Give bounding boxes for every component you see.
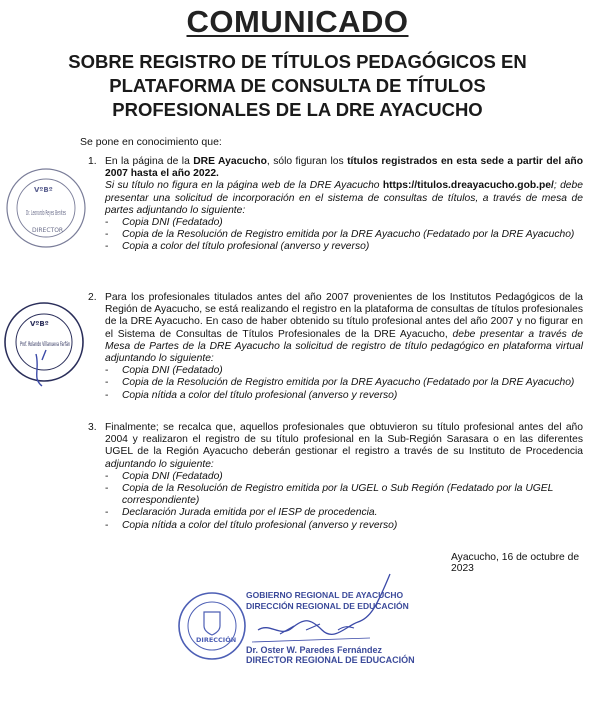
stamp-line: GOBIERNO REGIONAL DE AYACUCHO: [246, 590, 404, 600]
website-link[interactable]: https://titulos.dreayacucho.gob.pe/: [382, 180, 554, 192]
section-3-paragraph: [88, 422, 583, 471]
regional-direction-seal-icon: [176, 590, 248, 662]
list-item: - Copia nítida a color del título profesional (anverso y reverso): [105, 389, 398, 401]
list-item-text: Copia DNI (Fedatado): [122, 217, 223, 229]
requirements-list: [88, 365, 583, 402]
signer-block: [246, 645, 415, 665]
stamp-line: DIRECCIÓN REGIONAL DE EDUCACIÓN: [246, 600, 409, 611]
seal-director-name: Dr. Leonardo Reyes Benites: [26, 209, 67, 217]
list-item: - Copia DNI (Fedatado): [105, 470, 223, 482]
section-2-paragraph: [88, 292, 583, 365]
subtitle-line: PROFESIONALES DE LA DRE AYACUCHO: [112, 99, 483, 120]
list-item: - Copia nítida a color del título profesional (anverso y reverso): [105, 519, 398, 531]
section-number: 1.: [88, 156, 97, 167]
director-seal-icon: [4, 166, 88, 250]
signer-title: DIRECTOR REGIONAL DE EDUCACIÓN: [246, 655, 415, 665]
section-1: [88, 156, 583, 254]
requirements-list: [88, 471, 583, 532]
list-item: - Copia DNI (Fedatado): [105, 365, 223, 377]
document-title: COMUNICADO: [186, 4, 409, 39]
subtitle-line: SOBRE REGISTRO DE TÍTULOS PEDAGÓGICOS EN: [68, 51, 527, 72]
seal-vb: VºBº: [30, 320, 49, 328]
list-item-text: Copia DNI (Fedatado): [122, 365, 223, 377]
document-subtitle: [60, 50, 535, 122]
section-1-paragraph-1: [88, 156, 583, 180]
seal-vb: VºBº: [34, 186, 53, 194]
seal-direction-label: DIRECCIÓN: [196, 636, 237, 644]
text: Para los profesionales titulados antes del año 2007 provenientes de los Institutos Pedagógicos de la Región de Ayacucho, se está realizando el registro en la plataforma de consultas de títulos profesionales de la DRE Ayacucho. En caso de haber obtenido su título profesional antes del año 2007 y no figurar en el Sistema de Consultas de Títulos Profesionales de la DRE Ayacucho,: [105, 292, 583, 340]
list-item: - Copia de la Resolución de Registro emitida por la DRE Ayacucho (Fedatado por la DRE Ayacucho): [105, 229, 575, 241]
intro-text: Se pone en conocimiento que:: [80, 136, 222, 148]
section-number: 2.: [88, 292, 97, 303]
subtitle-line: PLATAFORMA DE CONSULTA DE TÍTULOS: [109, 75, 486, 96]
text-bold: DRE Ayacucho: [193, 156, 267, 167]
list-item-text: Copia a color del título profesional (anverso y reverso): [122, 241, 370, 253]
list-item-text: Copia nítida a color del título profesional (anverso y reverso): [122, 519, 398, 531]
list-item-text: Copia de la Resolución de Registro emitida por la UGEL o Sub Región (Fedatado por la UGEL correspondiente): [122, 483, 554, 507]
text: En la página de la: [105, 156, 194, 167]
list-item: - Copia de la Resolución de Registro emitida por la DRE Ayacucho (Fedatado por la DRE Ayacucho): [105, 377, 575, 389]
text-italic: debe presentar a través de Mesa de Partes de la DRE Ayacucho la solicitud de registro de título pedagógico en plataforma virtual adjuntando lo siguiente:: [105, 328, 583, 365]
list-item-text: Copia DNI (Fedatado): [122, 470, 223, 482]
document-date: Ayacucho, 16 de octubre de 2023: [451, 552, 580, 574]
list-item-text: Declaración Jurada emitida por el IESP de procedencia.: [122, 507, 378, 519]
list-item: - Declaración Jurada emitida por el IESP de procedencia.: [105, 507, 378, 519]
list-item-text: Copia de la Resolución de Registro emitida por la DRE Ayacucho (Fedatado por la DRE Ayacucho): [122, 229, 575, 241]
section-number: 3.: [88, 422, 97, 433]
text: ; debe presentar una solicitud de incorporación en el sistema de consultas de títulos, a través de mesa de partes adjuntando lo siguiente:: [105, 180, 583, 216]
section-1-paragraph-2: [88, 180, 583, 217]
seal-prof-name: Prof. Rolando Villanueva Farfán: [20, 340, 70, 348]
signature-icon: [250, 568, 400, 648]
list-item: - Copia DNI (Fedatado): [105, 217, 223, 229]
list-item: - Copia de la Resolución de Registro emitida por la UGEL o Sub Región (Fedatado por la UGEL correspondiente): [105, 483, 554, 507]
section-3: [88, 422, 583, 532]
text-italic: adjuntando lo siguiente:: [105, 458, 214, 470]
list-item-text: Copia nítida a color del título profesional (anverso y reverso): [122, 389, 398, 401]
signer-name: Dr. Oster W. Paredes Fernández: [246, 645, 383, 655]
section-2: [88, 292, 583, 402]
text-bold: títulos registrados en esta sede a partir del año 2007 hasta el año 2022.: [105, 156, 583, 180]
text: , sólo figuran los: [266, 156, 348, 167]
text: Si su título no figura en la página web de la DRE Ayacucho: [105, 180, 383, 192]
requirements-list: [88, 217, 583, 254]
prof-seal-icon: [2, 300, 86, 390]
list-item-text: Copia de la Resolución de Registro emitida por la DRE Ayacucho (Fedatado por la DRE Ayacucho): [122, 377, 575, 389]
list-item: - Copia a color del título profesional (anverso y reverso): [105, 241, 370, 253]
seal-director-label: DIRECTOR: [32, 227, 64, 234]
text: Finalmente; se recalca que, aquellos profesionales que obtuvieron su título profesional antes del año 2004 y realizaron el registro de su título profesional en la Sub-Región Sarasara o en las diferentes UGEL de la Región Ayacucho deberán gestionar el registro a través de su Instituto de Procedencia: [105, 422, 583, 458]
